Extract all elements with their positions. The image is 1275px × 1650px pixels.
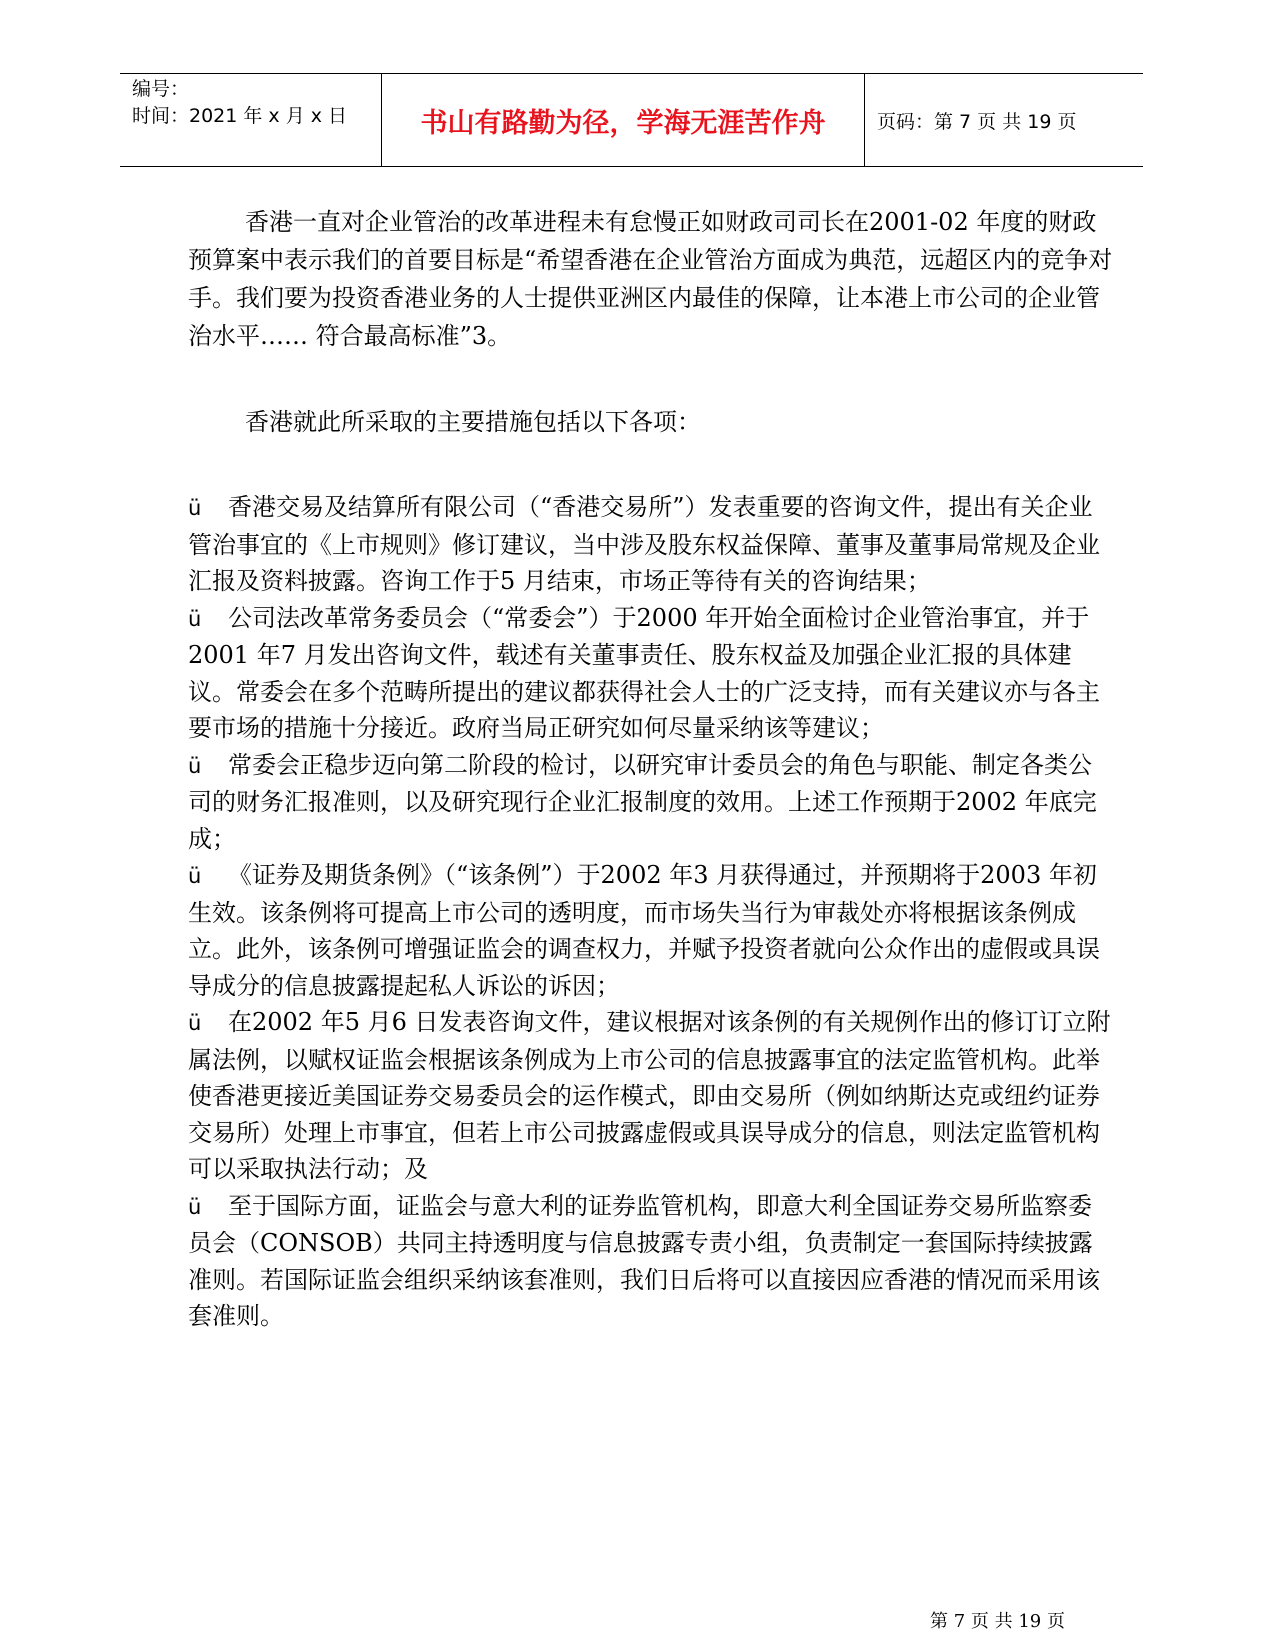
checkmark-bullet-icon: ü <box>188 1194 202 1219</box>
checkmark-bullet-icon: ü <box>188 753 202 778</box>
header-motto: 书山有路勤为径，学海无涯苦作舟 <box>382 74 865 166</box>
list-item <box>188 857 1113 1004</box>
document-number-label: 编号： <box>132 78 190 100</box>
checkmark-bullet-icon: ü <box>188 496 202 520</box>
list-item-text: 公司法改革常务委员会（“常委会”）于2000 年开始全面检讨企业管治事宜，并于2001 年7 月发出咨询文件，载述有关董事责任、股东权益及加强企业汇报的具体建议。常委会在多个范畴所提出的建议都获得社会人士的广泛支持，而有关建议亦与各主要市场的措施十分接近。政府当局正研究如何尽量采纳该等建议； <box>188 603 1100 742</box>
page-header <box>120 73 1143 167</box>
intro-paragraph: 香港一直对企业管治的改革进程未有怠慢正如财政司司长在2001-02 年度的财政预算案中表示我们的首要目标是“希望香港在企业管治方面成为典范，远超区内的竞争对手。我们要为投资香港业务的人士提供亚洲区内最佳的保障，让本港上市公司的企业管治水平…… 符合最高标准”3。 <box>188 208 1113 350</box>
measures-heading-paragraph: 香港就此所采取的主要措施包括以下各项： <box>245 408 701 436</box>
document-time-label: 时间：2021 年 x 月 x 日 <box>132 105 348 127</box>
list-item <box>188 747 1113 858</box>
list-item-text: 在2002 年5 月6 日发表咨询文件，建议根据对该条例的有关规例作出的修订订立附属法例，以赋权证监会根据该条例成为上市公司的信息披露事宜的法定监管机构。此举使香港更接近美国证券交易委员会的运作模式，即由交易所（例如纳斯达克或纽约证券交易所）处理上市事宜，但若上市公司披露虚假或具误导成分的信息，则法定监管机构可以采取执法行动；及 <box>188 1008 1111 1183</box>
checkmark-bullet-icon: ü <box>188 864 202 888</box>
measures-list <box>188 489 1113 1335</box>
header-page-number: 页码：第 7 页 共 19 页 <box>877 110 1077 133</box>
list-item-text: 常委会正稳步迈向第二阶段的检讨，以研究审计委员会的角色与职能、制定各类公司的财务汇报准则，以及研究现行企业汇报制度的效用。上述工作预期于2002 年底完成； <box>188 750 1097 853</box>
list-item-text: 至于国际方面，证监会与意大利的证券监管机构，即意大利全国证券交易所监察委员会（CONSOB）共同主持透明度与信息披露专责小组，负责制定一套国际持续披露准则。若国际证监会组织采纳该套准则，我们日后将可以直接因应香港的情况而采用该套准则。 <box>188 1191 1100 1330</box>
header-meta <box>120 74 382 166</box>
list-item <box>188 489 1113 600</box>
list-item-text: 香港交易及结算所有限公司（“香港交易所”）发表重要的咨询文件，提出有关企业管治事宜的《上市规则》修订建议，当中涉及股东权益保障、董事及董事局常规及企业汇报及资料披露。咨询工作于5 月结束，市场正等待有关的咨询结果； <box>188 493 1100 595</box>
list-item <box>188 1004 1113 1188</box>
document-body <box>188 203 1113 1335</box>
list-item <box>188 1188 1113 1335</box>
list-item <box>188 600 1113 747</box>
checkmark-bullet-icon: ü <box>188 1011 202 1035</box>
page-footer-number: 第 7 页 共 19 页 <box>930 1611 1065 1632</box>
list-item-text: 《证券及期货条例》（“该条例”）于2002 年3 月获得通过，并预期将于2003 年初生效。该条例将可提高上市公司的透明度，而市场失当行为审裁处亦将根据该条例成立。此外，该条例可增强证监会的调查权力，并赋予投资者就向公众作出的虚假或具误导成分的信息披露提起私人诉讼的诉因； <box>188 861 1100 1000</box>
checkmark-bullet-icon: ü <box>188 606 202 631</box>
